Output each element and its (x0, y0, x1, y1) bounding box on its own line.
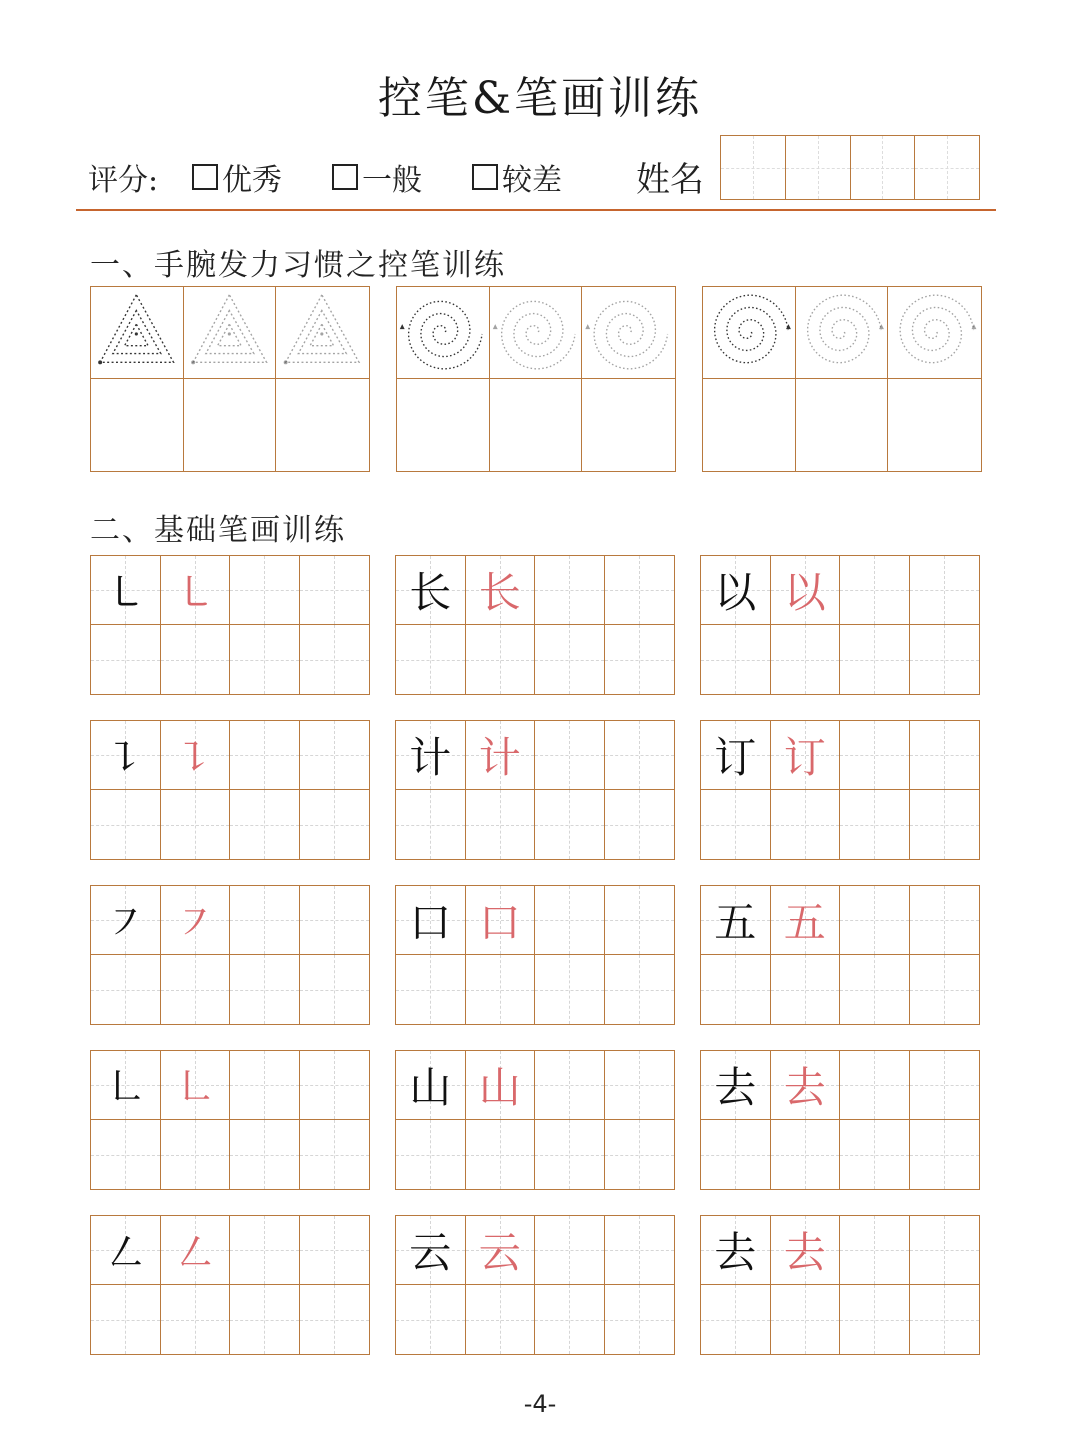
practice-cell[interactable] (91, 556, 161, 625)
practice-cell[interactable] (300, 1216, 370, 1285)
trace-character: 口 (478, 898, 521, 947)
practice-cell[interactable] (276, 379, 369, 471)
practice-cell[interactable] (605, 886, 675, 955)
practice-cell[interactable] (701, 790, 771, 859)
practice-cell[interactable] (840, 955, 910, 1024)
model-character: 以 (714, 568, 757, 617)
practice-cell[interactable] (910, 556, 980, 625)
triangle-trace-icon (184, 287, 277, 379)
practice-cell[interactable] (91, 1051, 161, 1120)
practice-cell[interactable] (466, 1120, 536, 1189)
trace-character: ㇇ (173, 898, 216, 947)
trace-character: 计 (478, 733, 521, 782)
stroke-practice-grid (395, 1215, 675, 1355)
stroke-practice-grid (395, 555, 675, 695)
practice-cell[interactable] (161, 790, 231, 859)
practice-cell[interactable] (910, 790, 980, 859)
practice-cell[interactable] (91, 790, 161, 859)
practice-cell[interactable] (771, 955, 841, 1024)
practice-cell[interactable] (840, 1285, 910, 1354)
rating-option-label: 一般 (362, 163, 422, 198)
spiral-cw-trace-icon (703, 287, 796, 379)
practice-cell[interactable] (91, 625, 161, 694)
practice-cell[interactable] (396, 1051, 466, 1120)
stroke-practice-grid (90, 1050, 370, 1190)
practice-cell[interactable] (771, 721, 841, 790)
practice-cell[interactable] (300, 721, 370, 790)
trace-character: 山 (478, 1063, 521, 1112)
practice-cell[interactable] (582, 379, 675, 471)
practice-cell[interactable] (910, 1051, 980, 1120)
practice-cell[interactable] (535, 556, 605, 625)
name-label: 姓名 (636, 160, 704, 200)
practice-cell[interactable] (605, 721, 675, 790)
practice-cell[interactable] (230, 790, 300, 859)
practice-cell[interactable] (91, 1216, 161, 1285)
stroke-practice-grid (395, 1050, 675, 1190)
practice-cell[interactable] (230, 886, 300, 955)
model-character: 订 (714, 733, 757, 782)
trace-character: ㇗ (173, 1063, 216, 1112)
practice-cell[interactable] (910, 625, 980, 694)
practice-cell[interactable] (771, 1051, 841, 1120)
model-character: 五 (714, 898, 757, 947)
practice-cell[interactable] (396, 1120, 466, 1189)
practice-cell[interactable] (701, 886, 771, 955)
practice-cell[interactable] (701, 625, 771, 694)
practice-cell[interactable] (535, 625, 605, 694)
stroke-practice-grid (90, 720, 370, 860)
practice-cell[interactable] (161, 955, 231, 1024)
practice-cell[interactable] (605, 1285, 675, 1354)
checkbox[interactable] (332, 164, 358, 190)
stroke-practice-grid (395, 720, 675, 860)
practice-cell[interactable] (161, 1120, 231, 1189)
practice-cell[interactable] (910, 955, 980, 1024)
practice-cell[interactable] (161, 886, 231, 955)
model-character: ㇜ (104, 1228, 147, 1277)
header-divider (76, 209, 996, 211)
practice-cell[interactable] (535, 955, 605, 1024)
practice-cell[interactable] (771, 556, 841, 625)
practice-cell[interactable] (91, 379, 184, 471)
spiral-ccw-trace-icon (490, 287, 583, 379)
practice-cell[interactable] (466, 1051, 536, 1120)
practice-cell[interactable] (701, 721, 771, 790)
practice-cell[interactable] (703, 379, 796, 471)
practice-cell[interactable] (396, 625, 466, 694)
practice-cell[interactable] (161, 1216, 231, 1285)
practice-cell[interactable] (701, 556, 771, 625)
practice-cell[interactable] (771, 625, 841, 694)
practice-cell[interactable] (300, 1051, 370, 1120)
trace-character: ㇊ (173, 733, 216, 782)
practice-cell[interactable] (605, 1216, 675, 1285)
practice-cell[interactable] (230, 721, 300, 790)
practice-cell[interactable] (840, 1120, 910, 1189)
stroke-practice-grid (395, 885, 675, 1025)
rating-option-label: 优秀 (222, 163, 282, 198)
practice-cell[interactable] (184, 379, 277, 471)
name-cell[interactable] (851, 136, 916, 199)
practice-cell[interactable] (535, 790, 605, 859)
practice-cell[interactable] (230, 625, 300, 694)
practice-cell[interactable] (535, 1216, 605, 1285)
stroke-practice-grid (90, 555, 370, 695)
stroke-practice-grid (90, 885, 370, 1025)
practice-cell[interactable] (300, 625, 370, 694)
practice-cell[interactable] (701, 1120, 771, 1189)
practice-cell[interactable] (91, 955, 161, 1024)
trace-character: ㇄ (173, 568, 216, 617)
practice-cell[interactable] (230, 955, 300, 1024)
practice-cell[interactable] (771, 1285, 841, 1354)
practice-cell[interactable] (535, 886, 605, 955)
practice-cell[interactable] (300, 955, 370, 1024)
practice-cell[interactable] (230, 1051, 300, 1120)
stroke-practice-grid (700, 1050, 980, 1190)
stroke-practice-grid (700, 1215, 980, 1355)
practice-cell[interactable] (840, 886, 910, 955)
model-character: ㇇ (104, 898, 147, 947)
spiral-ccw-trace-icon (397, 287, 490, 379)
practice-cell[interactable] (796, 379, 889, 471)
trace-character: 去 (783, 1063, 826, 1112)
practice-cell[interactable] (771, 1216, 841, 1285)
practice-cell[interactable] (300, 1285, 370, 1354)
pattern-grid-spirals-cw (702, 286, 982, 472)
practice-cell[interactable] (161, 1285, 231, 1354)
practice-cell[interactable] (230, 556, 300, 625)
practice-cell[interactable] (605, 1051, 675, 1120)
pattern-grid-spirals-ccw (396, 286, 676, 472)
page-title: 控笔&笔画训练 (377, 73, 703, 124)
practice-cell[interactable] (910, 721, 980, 790)
practice-cell[interactable] (396, 721, 466, 790)
practice-cell[interactable] (771, 886, 841, 955)
practice-cell[interactable] (230, 1285, 300, 1354)
practice-cell[interactable] (230, 1216, 300, 1285)
practice-cell[interactable] (161, 556, 231, 625)
triangle-trace-icon (91, 287, 184, 379)
practice-cell[interactable] (161, 721, 231, 790)
practice-cell[interactable] (396, 790, 466, 859)
model-character: ㇊ (104, 733, 147, 782)
rating-row (88, 155, 562, 199)
trace-character: 云 (478, 1228, 521, 1277)
practice-cell[interactable] (396, 955, 466, 1024)
practice-cell[interactable] (230, 1120, 300, 1189)
model-character: 长 (409, 568, 452, 617)
trace-character: 长 (478, 568, 521, 617)
stroke-practice-grid (700, 555, 980, 695)
practice-cell[interactable] (396, 886, 466, 955)
practice-cell[interactable] (466, 1285, 536, 1354)
practice-cell[interactable] (490, 379, 583, 471)
practice-cell[interactable] (300, 886, 370, 955)
rating-option-average[interactable] (332, 155, 422, 199)
practice-cell[interactable] (535, 1051, 605, 1120)
practice-cell[interactable] (701, 1216, 771, 1285)
model-character: 云 (409, 1228, 452, 1277)
practice-cell[interactable] (840, 790, 910, 859)
practice-cell[interactable] (300, 790, 370, 859)
practice-cell[interactable] (771, 1120, 841, 1189)
practice-cell[interactable] (396, 1216, 466, 1285)
practice-cell[interactable] (161, 625, 231, 694)
practice-cell[interactable] (840, 1051, 910, 1120)
spiral-cw-trace-icon (796, 287, 889, 379)
practice-cell[interactable] (466, 556, 536, 625)
spiral-ccw-trace-icon (582, 287, 675, 379)
stroke-practice-grid (700, 885, 980, 1025)
practice-cell[interactable] (605, 790, 675, 859)
rating-option-excellent[interactable] (192, 155, 282, 199)
practice-cell[interactable] (910, 886, 980, 955)
name-cell[interactable] (786, 136, 851, 199)
practice-cell[interactable] (91, 1120, 161, 1189)
practice-cell[interactable] (91, 721, 161, 790)
practice-cell[interactable] (466, 886, 536, 955)
practice-cell[interactable] (466, 625, 536, 694)
name-cell[interactable] (721, 136, 786, 199)
trace-character: 五 (783, 898, 826, 947)
model-character: 山 (409, 1063, 452, 1112)
practice-cell[interactable] (888, 379, 981, 471)
practice-cell[interactable] (535, 721, 605, 790)
practice-cell[interactable] (466, 721, 536, 790)
practice-cell[interactable] (701, 955, 771, 1024)
checkbox[interactable] (472, 164, 498, 190)
practice-cell[interactable] (466, 955, 536, 1024)
practice-cell[interactable] (466, 1216, 536, 1285)
model-character: 口 (409, 898, 452, 947)
practice-cell[interactable] (910, 1285, 980, 1354)
practice-cell[interactable] (605, 955, 675, 1024)
stroke-practice-grid (90, 1215, 370, 1355)
practice-cell[interactable] (397, 379, 490, 471)
section-2-title: 二、基础笔画训练 (90, 513, 346, 548)
trace-character: 以 (783, 568, 826, 617)
practice-cell[interactable] (771, 790, 841, 859)
name-input-grid[interactable] (720, 135, 980, 200)
rating-option-poor[interactable] (472, 155, 562, 199)
trace-character: ㇜ (173, 1228, 216, 1277)
practice-cell[interactable] (91, 886, 161, 955)
model-character: ㇄ (104, 568, 147, 617)
practice-cell[interactable] (840, 721, 910, 790)
model-character: 计 (409, 733, 452, 782)
practice-cell[interactable] (910, 1120, 980, 1189)
rating-label: 评分: (88, 163, 159, 198)
practice-cell[interactable] (701, 1285, 771, 1354)
practice-cell[interactable] (535, 1285, 605, 1354)
practice-cell[interactable] (300, 1120, 370, 1189)
model-character: 去 (714, 1228, 757, 1277)
practice-cell[interactable] (396, 1285, 466, 1354)
practice-cell[interactable] (910, 1216, 980, 1285)
practice-cell[interactable] (840, 556, 910, 625)
trace-character: 订 (783, 733, 826, 782)
practice-cell[interactable] (605, 556, 675, 625)
spiral-cw-trace-icon (888, 287, 981, 379)
checkbox[interactable] (192, 164, 218, 190)
practice-cell[interactable] (840, 625, 910, 694)
section-1-title: 一、手腕发力习惯之控笔训练 (90, 248, 506, 283)
practice-cell[interactable] (396, 556, 466, 625)
practice-cell[interactable] (605, 1120, 675, 1189)
trace-character: 去 (783, 1228, 826, 1277)
practice-cell[interactable] (91, 1285, 161, 1354)
page-number: -4- (523, 1390, 557, 1418)
rating-option-label: 较差 (502, 163, 562, 198)
model-character: 去 (714, 1063, 757, 1112)
pattern-grid-triangles (90, 286, 370, 472)
model-character: ㇗ (104, 1063, 147, 1112)
practice-cell[interactable] (605, 625, 675, 694)
name-cell[interactable] (915, 136, 979, 199)
practice-cell[interactable] (300, 556, 370, 625)
triangle-trace-icon (276, 287, 369, 379)
practice-cell[interactable] (161, 1051, 231, 1120)
practice-cell[interactable] (840, 1216, 910, 1285)
practice-cell[interactable] (701, 1051, 771, 1120)
practice-cell[interactable] (535, 1120, 605, 1189)
stroke-practice-grid (700, 720, 980, 860)
practice-cell[interactable] (466, 790, 536, 859)
